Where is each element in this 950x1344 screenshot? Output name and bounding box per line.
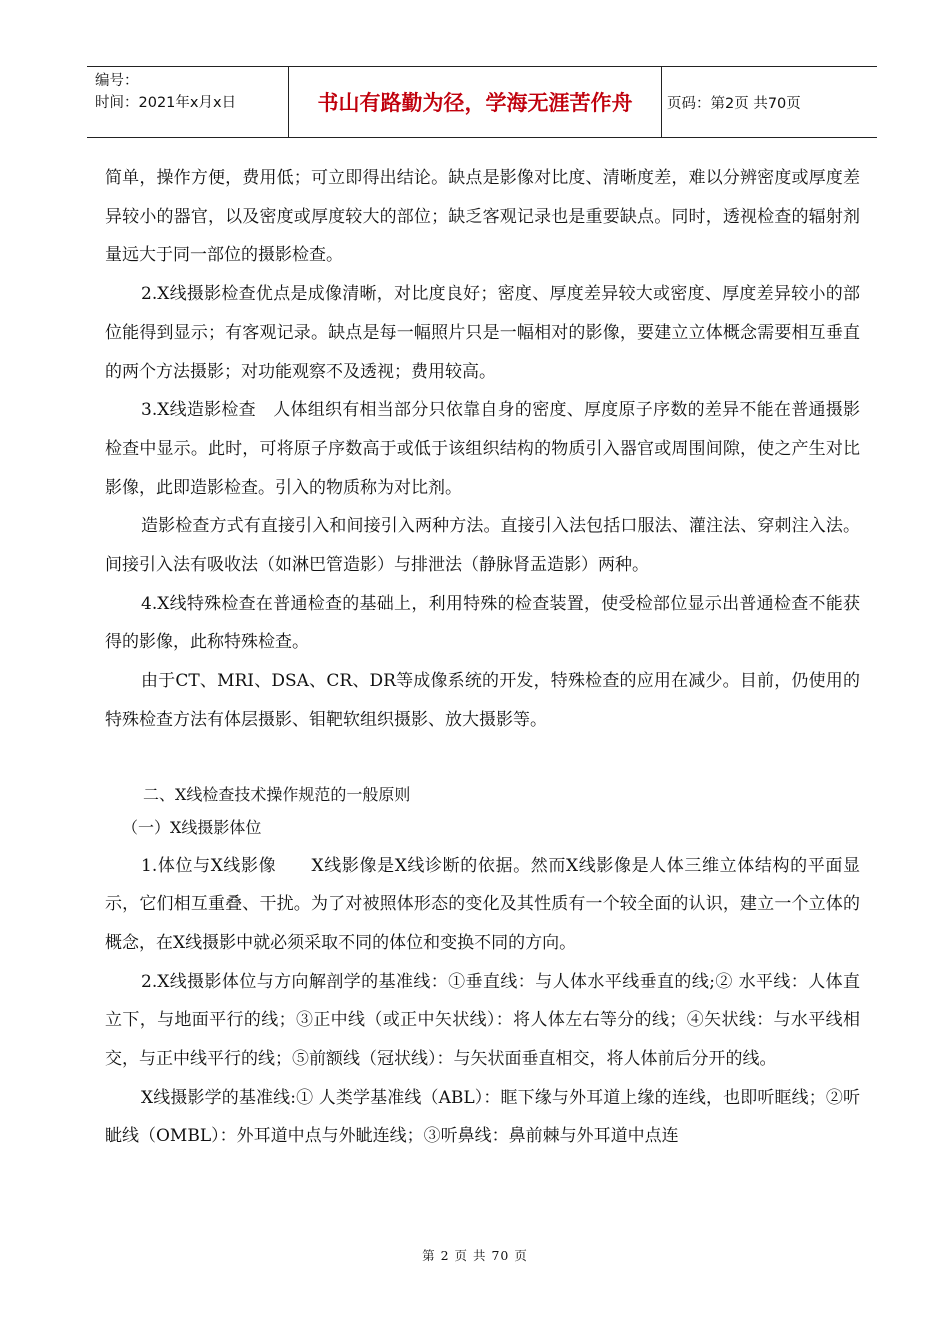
document-number-label: 编号：	[95, 73, 139, 89]
section-heading: 二、X线检查技术操作规范的一般原则	[143, 784, 411, 804]
body-paragraph: 1.体位与X线影像 X线影像是X线诊断的依据。然而X线影像是人体三维立体结构的平面显示，它们相互重叠、干扰。为了对被照体形态的变化及其性质有一个较全面的认识，建立一个立体的概念，在X线摄影中就必须采取不同的体位和变换不同的方向。	[105, 855, 860, 953]
page-header	[87, 66, 877, 138]
header-page-code: 页码：第2页 共70页	[667, 95, 801, 112]
document-body	[105, 159, 860, 1156]
body-paragraph: 造影检查方式有直接引入和间接引入两种方法。直接引入法包括口服法、灌注法、穿刺注入法。间接引入法有吸收法（如淋巴管造影）与排泄法（静脉肾盂造影）两种。	[105, 516, 860, 576]
header-motto: 书山有路勤为径，学海无涯苦作舟	[317, 91, 633, 115]
body-paragraph: 2.X线摄影检查优点是成像清晰，对比度良好；密度、厚度差异较大或密度、厚度差异较小的部位能得到显示；有客观记录。缺点是每一幅照片只是一幅相对的影像，要建立立体概念需要相互垂直的两个方法摄影；对功能观察不及透视；费用较高。	[105, 284, 860, 382]
header-divider-right	[661, 67, 662, 137]
body-paragraph: 简单，操作方便，费用低；可立即得出结论。缺点是影像对比度、清晰度差，难以分辨密度或厚度差异较小的器官，以及密度或厚度较大的部位；缺乏客观记录也是重要缺点。同时，透视检查的辐射剂量远大于同一部位的摄影检查。	[105, 168, 860, 266]
section-spacer	[105, 740, 860, 778]
page-footer: 第 2 页 共 70 页	[422, 1248, 528, 1263]
subsection-heading: （一）X线摄影体位	[122, 817, 262, 837]
body-paragraph: 由于CT、MRI、DSA、CR、DR等成像系统的开发，特殊检查的应用在减少。目前，仍使用的特殊检查方法有体层摄影、钼靶软组织摄影、放大摄影等。	[105, 671, 860, 730]
body-paragraph: 4.X线特殊检查在普通检查的基础上，利用特殊的检查装置，使受检部位显示出普通检查不能获得的影像，此称特殊检查。	[105, 593, 860, 653]
body-paragraph: X线摄影学的基准线:① 人类学基准线（ABL）：眶下缘与外耳道上缘的连线，也即听眶线；②听眦线（OMBL）：外耳道中点与外眦连线；③听鼻线：鼻前棘与外耳道中点连	[105, 1087, 860, 1147]
document-time-label: 时间：2021年x月x日	[95, 95, 237, 111]
body-paragraph: 2.X线摄影体位与方向解剖学的基准线：①垂直线：与人体水平线垂直的线;② 水平线：人体直立下，与地面平行的线；③正中线（或正中矢状线）：将人体左右等分的线；④矢状线：与水平线相交，与正中线平行的线；⑤前额线（冠状线）：与矢状面垂直相交，将人体前后分开的线。	[105, 971, 860, 1070]
body-paragraph: 3.X线造影检查 人体组织有相当部分只依靠自身的密度、厚度原子序数的差异不能在普通摄影检查中显示。此时，可将原子序数高于或低于该组织结构的物质引入器官或周围间隙，使之产生对比影像，此即造影检查。引入的物质称为对比剂。	[105, 400, 860, 498]
header-meta	[95, 70, 236, 114]
